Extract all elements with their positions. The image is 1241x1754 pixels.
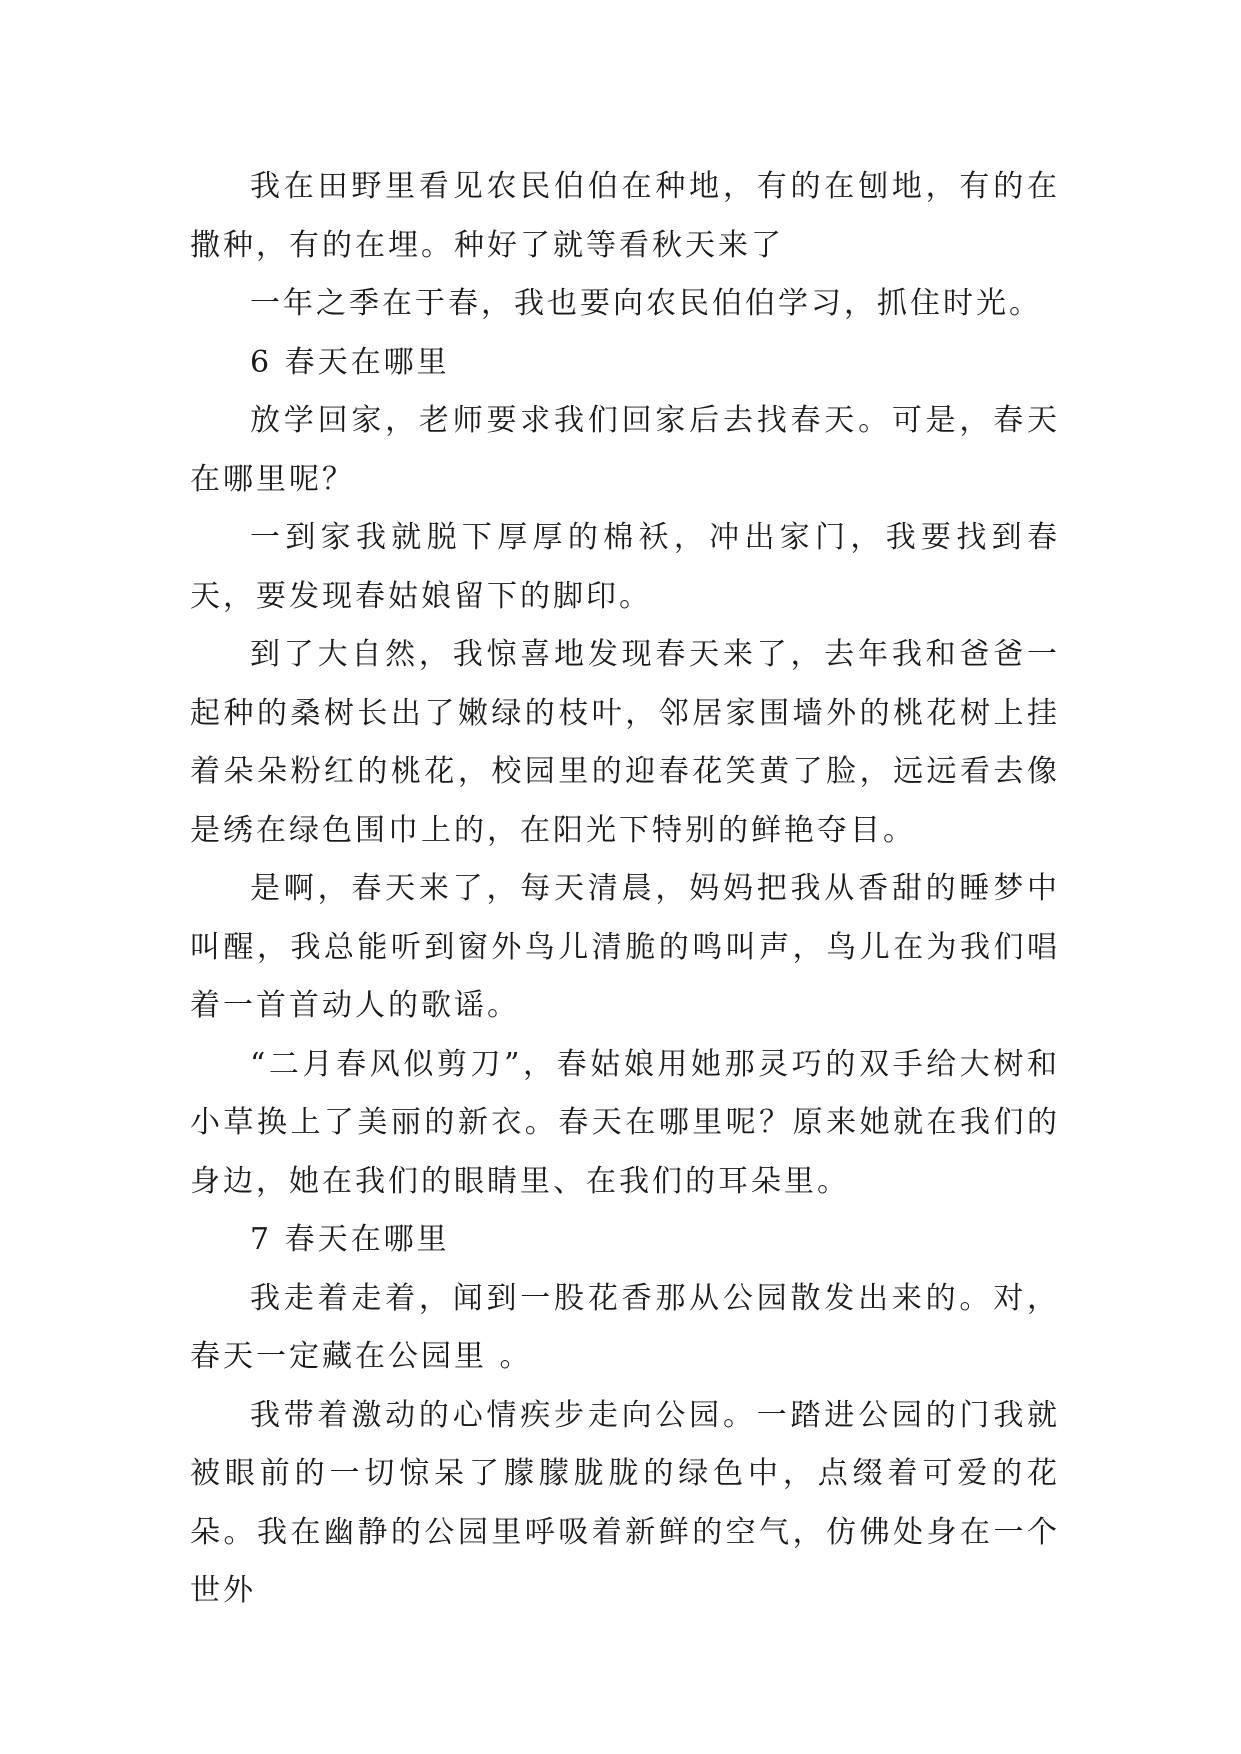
section-heading-7: 7 春天在哪里 <box>250 1222 450 1257</box>
paragraph-2: 一年之季在于春，我也要向农民伯伯学习，抓住时光。 <box>250 286 1042 321</box>
paragraph-5: 到了大自然，我惊喜地发现春天来了，去年我和爸爸一起种的桑树长出了嫩绿的枝叶，邻居家围墙外的桃花树上挂着朵朵粉红的桃花，校园里的迎春花笑黄了脸，远远看去像是绣在绿色围巾上的，在阳光下特别的鲜艳夺目。 <box>190 637 1060 848</box>
paragraph-7: “二月春风似剪刀”，春姑娘用她那灵巧的双手给大树和小草换上了美丽的新衣。春天在哪里呢？原来她就在我们的身边，她在我们的眼睛里、在我们的耳朵里。 <box>190 1046 1060 1199</box>
paragraph-9: 我带着激动的心情疾步走向公园。一踏进公园的门我就被眼前的一切惊呆了朦朦胧胧的绿色中，点缀着可爱的花朵。我在幽静的公园里呼吸着新鲜的空气，仿佛处身在一个世外 <box>190 1397 1060 1608</box>
section-heading-6: 6 春天在哪里 <box>250 344 450 380</box>
paragraph-1: 我在田野里看见农民伯伯在种地，有的在刨地，有的在撒种，有的在埋。种好了就等看秋天来了 <box>190 169 1060 263</box>
paragraph-8: 我走着走着，闻到一股花香那从公园散发出来的。对，春天一定藏在公园里 。 <box>190 1280 1060 1374</box>
paragraph-4: 一到家我就脱下厚厚的棉袄，冲出家门，我要找到春天，要发现春姑娘留下的脚印。 <box>190 520 1060 614</box>
paragraph-6: 是啊，春天来了，每天清晨，妈妈把我从香甜的睡梦中叫醒，我总能听到窗外鸟儿清脆的鸣叫声，鸟儿在为我们唱着一首首动人的歌谣。 <box>190 871 1060 1023</box>
document-body <box>190 158 1060 1621</box>
paragraph-3: 放学回家，老师要求我们回家后去找春天。可是，春天在哪里呢？ <box>190 403 1060 497</box>
